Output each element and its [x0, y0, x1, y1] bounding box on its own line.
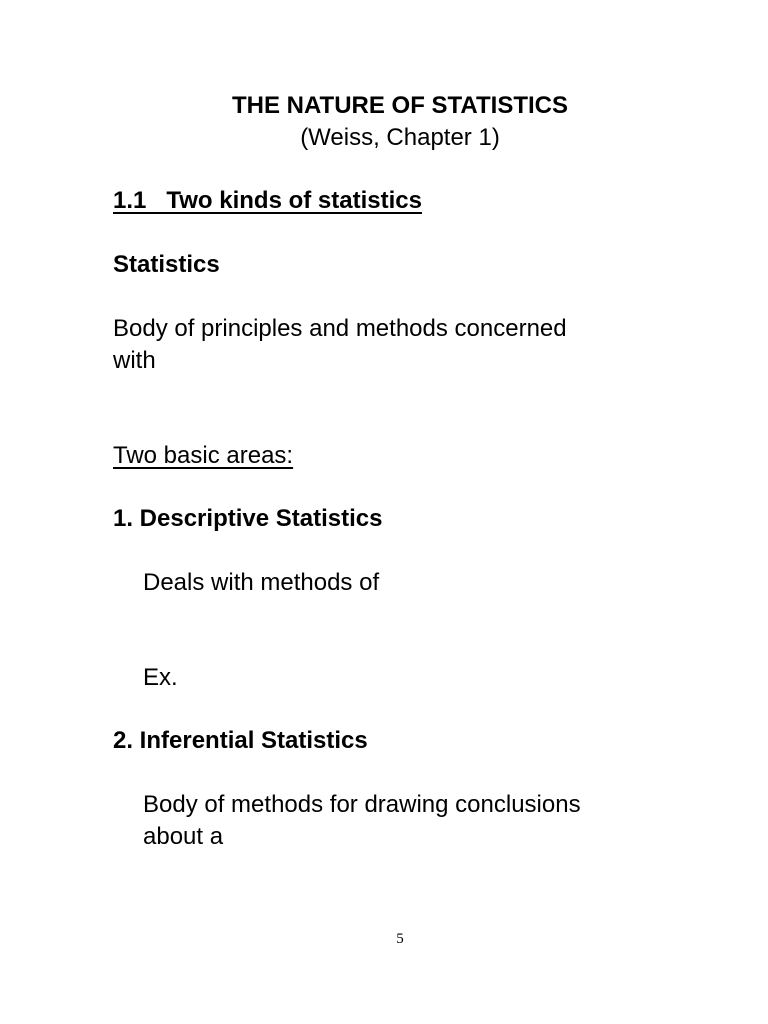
- page-title: THE NATURE OF STATISTICS: [232, 92, 568, 119]
- page-subtitle: (Weiss, Chapter 1): [300, 124, 500, 151]
- areas-label: Two basic areas:: [113, 442, 294, 469]
- definition-text: [113, 313, 567, 377]
- inferential-line-2: about a: [143, 823, 224, 850]
- descriptive-heading: 1. Descriptive Statistics: [113, 505, 383, 532]
- inferential-text: [143, 789, 581, 853]
- descriptive-example: Ex.: [143, 664, 178, 691]
- definition-line-1: Body of principles and methods concerned: [113, 315, 567, 342]
- term-heading: Statistics: [113, 251, 220, 278]
- descriptive-text: Deals with methods of: [143, 569, 380, 596]
- page-number: 5: [396, 931, 404, 947]
- definition-line-2: with: [113, 347, 156, 374]
- inferential-heading: 2. Inferential Statistics: [113, 727, 368, 754]
- inferential-line-1: Body of methods for drawing conclusions: [143, 791, 581, 818]
- section-heading: 1.1 Two kinds of statistics: [113, 187, 422, 214]
